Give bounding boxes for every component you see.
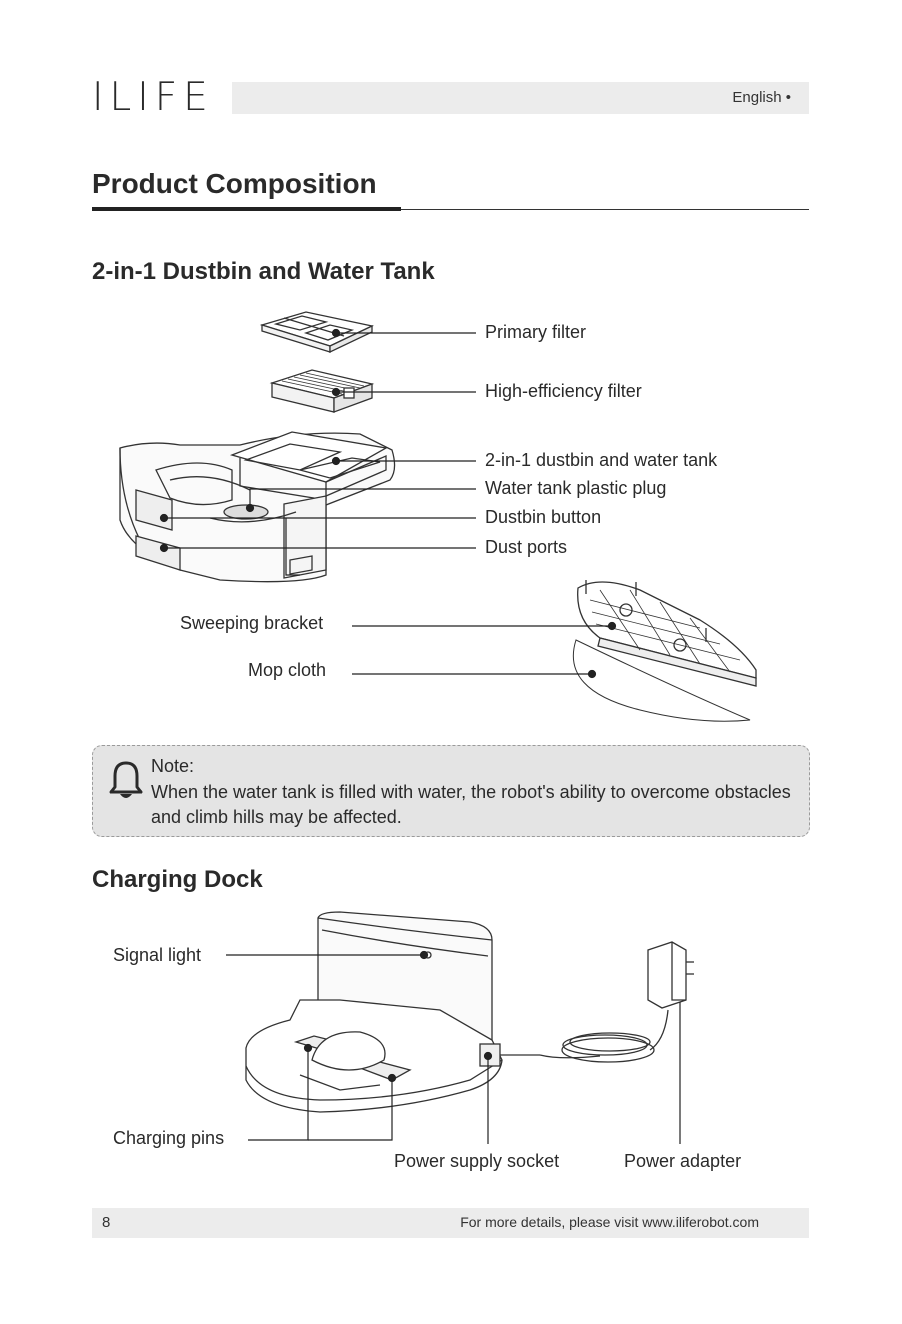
label-power-adapter: Power adapter: [624, 1151, 742, 1171]
label-dust-ports: Dust ports: [485, 537, 568, 557]
label-primary-filter: Primary filter: [485, 322, 587, 342]
label-mop-cloth: Mop cloth: [248, 660, 327, 680]
section-title-dustbin: 2-in-1 Dustbin and Water Tank: [92, 258, 435, 285]
language-indicator: English •: [732, 89, 791, 106]
label-water-tank-plug: Water tank plastic plug: [485, 478, 667, 498]
page-number: 8: [102, 1214, 111, 1231]
label-dustbin-water-tank: 2-in-1 dustbin and water tank: [485, 450, 718, 470]
power-adapter-drawing: [500, 942, 694, 1062]
footer-bar: [92, 1208, 809, 1238]
label-signal-light: Signal light: [113, 945, 202, 965]
note-title: Note:: [151, 756, 195, 776]
section-title-dock: Charging Dock: [92, 866, 263, 893]
note-text: When the water tank is filled with water, the robot's ability to overcome obstacles and climb hills may be affected.: [151, 782, 791, 827]
page-title: Product Composition: [92, 168, 377, 199]
footer-website-text: For more details, please visit www.iliferobot.com: [460, 1214, 759, 1230]
label-dustbin-button: Dustbin button: [485, 507, 602, 527]
label-high-efficiency-filter: High-efficiency filter: [485, 381, 642, 401]
label-charging-pins: Charging pins: [113, 1128, 225, 1148]
brand-logo: ILIFE: [92, 75, 214, 120]
label-sweeping-bracket: Sweeping bracket: [180, 613, 324, 633]
label-power-supply-socket: Power supply socket: [394, 1151, 560, 1171]
